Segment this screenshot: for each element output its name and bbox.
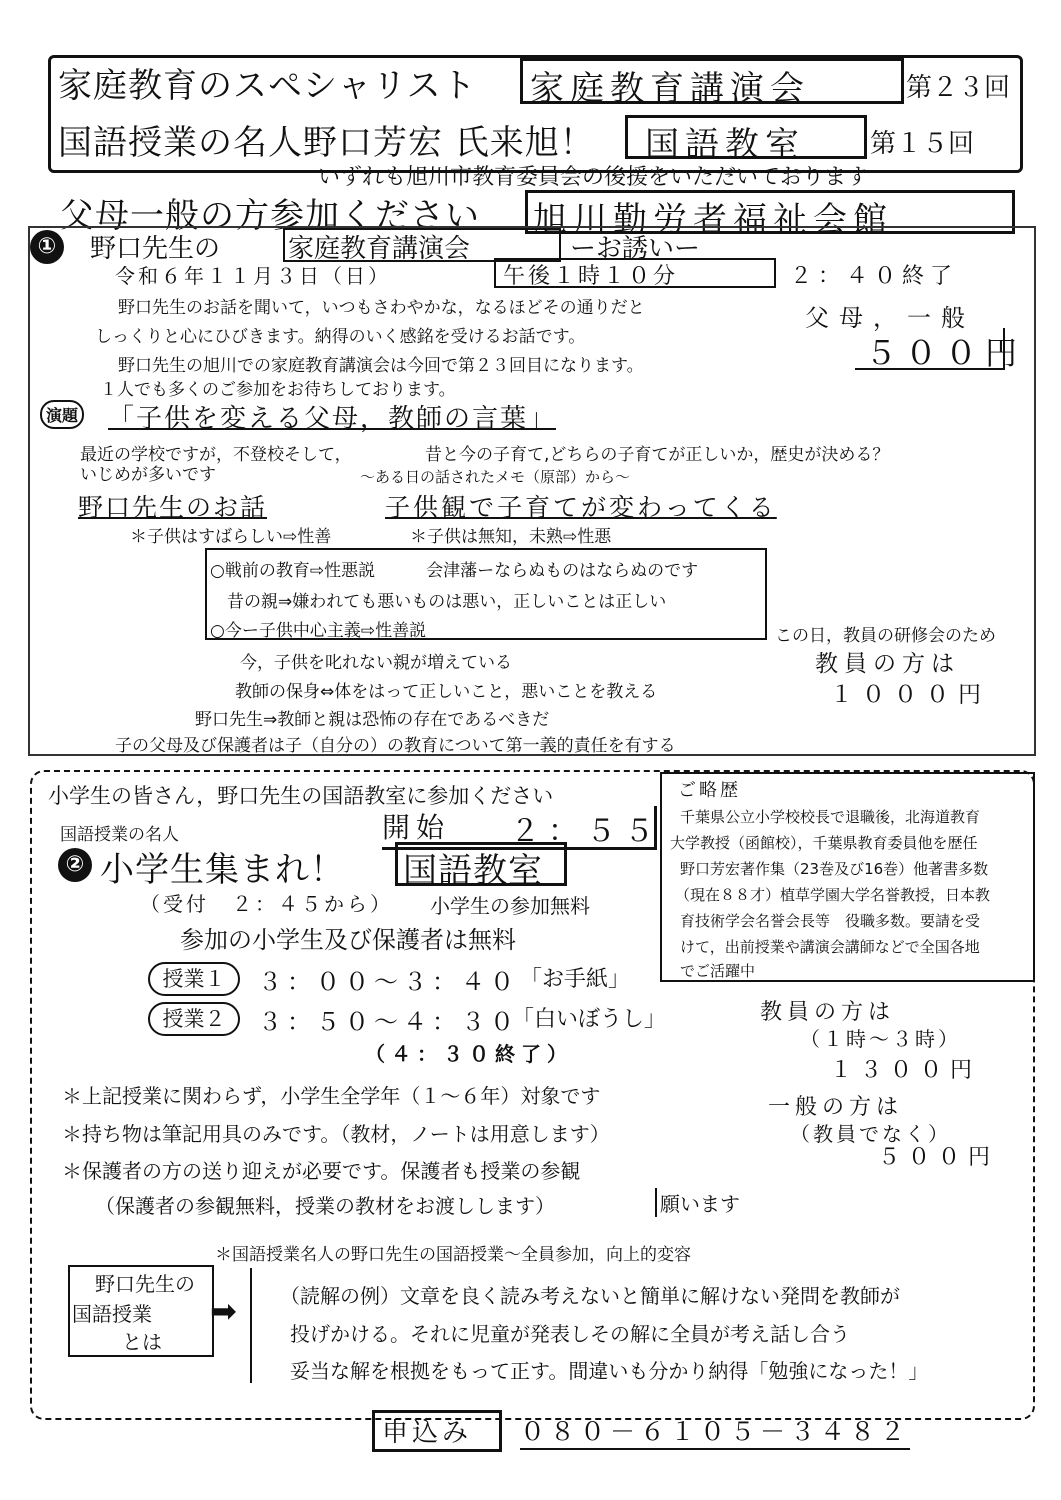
section1-era-3: ○今ー子供中心主義⇨性善説	[210, 621, 427, 641]
profile-line-5: 育技術学会名誉会長等 役職多数。要請を受	[680, 912, 981, 930]
header-line1-box: 家庭教育講演会	[530, 69, 810, 109]
section2-number: ②	[58, 848, 92, 882]
profile-line-3: 野口芳宏著作集（23巻及び16巻）他著書多数	[680, 860, 989, 878]
section2-note-4: （保護者の参観無料，授業の教材をお渡しします）	[95, 1194, 555, 1218]
section2-class2-title: 「白いぼうし」	[512, 1007, 667, 1032]
section1-intro-3: 野口先生の旭川での家庭教育講演会は今回で第２３回目になります。	[118, 356, 644, 376]
footer-line-3: 妥当な解を根拠をもって正す。間違いも分かり納得「勉強になった！」	[290, 1359, 929, 1383]
section1-intro-4: １人でも多くのご参加をお待ちしております。	[100, 380, 456, 400]
section1-title-post: ーお誘いー	[570, 234, 701, 264]
section1-end: ２：４０終了	[790, 264, 959, 289]
section1-body-1: 今，子供を叱れない親が増えている	[240, 653, 512, 673]
section2-reception: （受付 ２：４５から）	[140, 892, 393, 916]
profile-title: ご略歴	[678, 780, 741, 801]
section1-view2: ＊子供は無知，未熟⇨性悪	[410, 527, 612, 547]
section2-fee-general-label: 一般の方は	[768, 1095, 904, 1120]
section2-fee-general-note: （教員でなく）	[790, 1122, 951, 1146]
footer-label-2: 国語授業	[72, 1302, 152, 1326]
section1-view1: ＊子供はすばらしい⇨性善	[130, 527, 332, 547]
section1-body-4: 子の父母及び保護者は子（自分の）の教育について第一義的責任を有する	[115, 736, 676, 756]
section1-title-pre: 野口先生の	[90, 234, 221, 264]
section2-title: 小学生集まれ！	[100, 850, 345, 890]
section2-fee-teacher-time: （１時〜３時）	[800, 1027, 961, 1051]
section2-free-kids: 小学生の参加無料	[430, 894, 590, 918]
apply-phone: ０８０－６１０５－３４８２	[520, 1412, 910, 1450]
section1-fee-label: 父母，一般	[805, 304, 975, 332]
header-support: いずれも旭川市教育委員会の後援をいただいております	[318, 165, 869, 190]
section1-body-3: 野口先生⇒教師と親は恐怖の存在であるべきだ	[195, 710, 550, 730]
section2-note-3: ＊保護者の方の送り迎えが必要です。保護者も授業の参観	[62, 1159, 581, 1183]
section2-fee-general: ５００円	[878, 1145, 999, 1170]
profile-line-6: けて，出前授業や講演会講師などで全国各地	[680, 938, 980, 956]
section2-class2-time: ３：５０〜４：３０	[258, 1008, 519, 1036]
section1-number: ①	[30, 230, 64, 264]
section2-negai: 願います	[655, 1188, 740, 1217]
section1-note-left1: 最近の学校ですが，不登校そして，	[80, 445, 352, 465]
header-line2-count: 第１５回	[870, 129, 975, 159]
header-line1-count: 第２３回	[906, 73, 1011, 103]
section2-fee-teacher: １３００円	[830, 1058, 981, 1083]
footer-label-3: とは	[122, 1330, 162, 1354]
footer-text-bracket	[250, 1268, 260, 1383]
section2-start-label: 開始	[382, 811, 451, 844]
section2-title-box-text: 国語教室	[403, 851, 543, 891]
profile-line-4: （現在８８才）植草学園大学名誉教授，日本教	[675, 886, 991, 904]
apply-label: 申込み	[382, 1418, 473, 1448]
profile-line-2: 大学教授（函館校），千葉県教育委員他を歴任	[670, 834, 978, 852]
footer-line-1: （読解の例）文章を良く読み考えないと簡単に解けない発問を教師が	[280, 1284, 900, 1308]
section2-fee-teacher-label: 教員の方は	[760, 1000, 896, 1025]
profile-line-7: でご活躍中	[680, 962, 756, 980]
section1-intro-2: しっくりと心にひびきます。納得のいく感銘を受けるお話です。	[95, 327, 586, 347]
header-line1-left: 家庭教育のスペシャリスト	[58, 66, 477, 106]
header-line3-left: 父母一般の方参加ください	[60, 196, 480, 236]
section2-class1-label: 授業１	[148, 962, 240, 996]
section1-teacher-note: この日，教員の研修会のため	[775, 626, 996, 646]
section1-date: 令和６年１１月３日（日）	[115, 264, 391, 288]
section1-theme: 「子供を変える父母，教師の言葉」	[108, 404, 557, 434]
section1-start: 午後１時１０分	[503, 264, 679, 289]
header-line2-left: 国語授業の名人野口芳宏 氏来旭！	[58, 123, 595, 163]
section1-fee: ５００円	[865, 334, 1026, 372]
section2-end: （４：３０終了）	[365, 1042, 573, 1066]
section2-class2-label: 授業２	[148, 1002, 240, 1036]
footer-line-2: 投げかける。それに児童が発表しその解に全員が考え話し合う	[290, 1322, 850, 1346]
section1-theme-label: 演題	[40, 400, 84, 429]
section1-intro-1: 野口先生のお話を聞いて，いつもさわやかな，なるほどその通りだと	[118, 298, 645, 318]
section1-note-right: 昔と今の子育て,どちらの子育てが正しいか，歴史が決める？	[425, 445, 890, 465]
section1-body-2: 教師の保身⇔体をはって正しいこと，悪いことを教える	[235, 682, 658, 702]
section2-note-2: ＊持ち物は筆記用具のみです。（教材，ノートは用意します）	[62, 1122, 610, 1146]
footer-label-1: 野口先生の	[95, 1272, 195, 1296]
section1-title-box-text: 家庭教育講演会	[288, 234, 471, 264]
profile-line-1: 千葉県公立小学校校長で退職後，北海道教育	[680, 808, 981, 826]
arrow-right-icon: ➡	[210, 1292, 237, 1330]
section1-era-1: ○戦前の教育⇨性悪説 会津藩ーならぬものはならぬのです	[210, 561, 699, 581]
footer-headline: ＊国語授業名人の野口先生の国語授業〜全員参加，向上的変容	[215, 1245, 691, 1265]
section1-era-2: 昔の親⇒嫌われても悪いものは悪い，正しいことは正しい	[210, 592, 667, 612]
section2-class1-title: 「お手紙」	[520, 967, 631, 992]
header-line3-box: 旭川勤労者福祉会館	[533, 200, 893, 240]
section1-memo: 〜ある日の話されたメモ（原部）から〜	[360, 468, 631, 486]
section2-start-time: ２：５５	[510, 814, 662, 849]
section1-teacher-fee: １０００円	[830, 682, 990, 708]
section1-talk-sub: 子供観で子育てが変わってくる	[385, 493, 777, 522]
section1-note-left2: いじめが多いです	[80, 465, 216, 485]
section1-teacher-label: 教員の方は	[815, 651, 960, 677]
section2-free-guard: 参加の小学生及び保護者は無料	[180, 926, 516, 954]
section2-note-1: ＊上記授業に関わらず，小学生全学年（１〜６年）対象です	[62, 1084, 601, 1108]
header-line2-box: 国語教室	[645, 125, 805, 165]
section2-meijin: 国語授業の名人	[60, 825, 179, 845]
section1-talk-title: 野口先生のお話	[78, 493, 268, 522]
section2-class1-time: ３：００〜３：４０	[258, 968, 519, 996]
section2-invite: 小学生の皆さん，野口先生の国語教室に参加ください	[48, 784, 554, 808]
